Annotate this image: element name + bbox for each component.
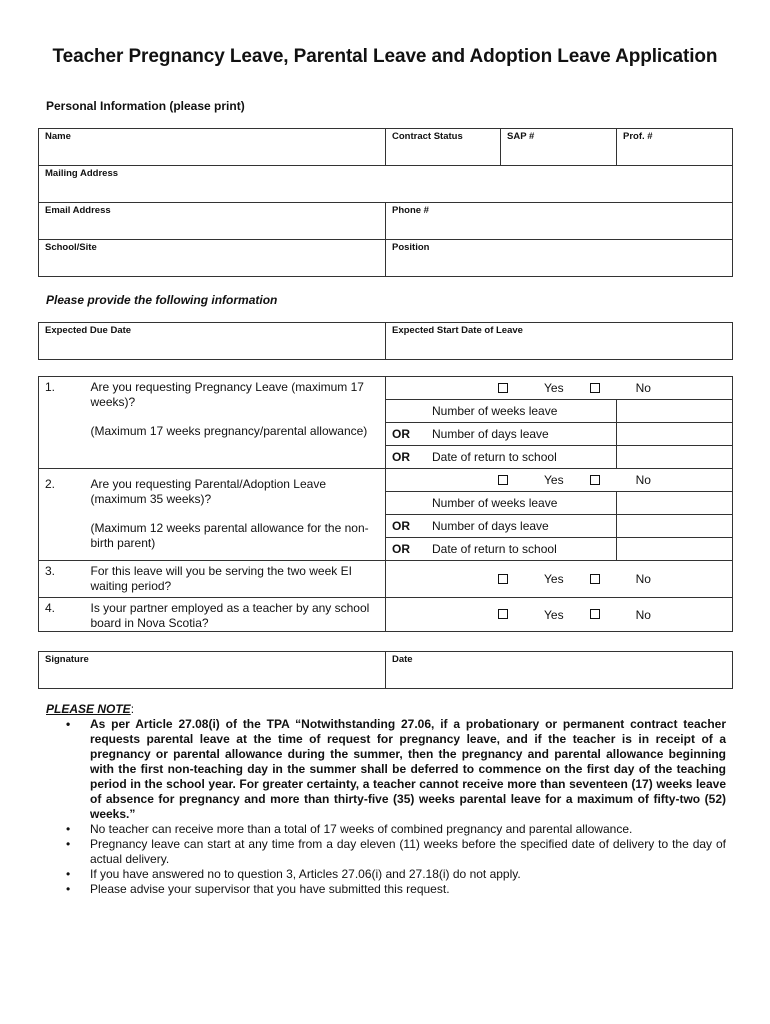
yes-label: Yes (544, 473, 564, 487)
yes-label: Yes (544, 381, 564, 395)
note-item: • As per Article 27.08(i) of the TPA “Notwithstanding 27.06, if a probationary or permanent contract teacher requests parental leave at the time of request for pregnancy leave, and if the teacher is in receipt of a pregnancy or parental allowance during the summer, then the pregnancy and parental allowance beginning with the first non-teaching day in the summer shall be deferred to commence on the first day of the teaching period in the school year. For greater certainty, a teacher cannot receive more than seventeen (17) weeks leave of absence for pregnancy and more than thirty-five (35) weeks parental leave for a maximum of fifty-two (52) weeks.” (46, 717, 726, 822)
weeks-leave-label: Number of weeks leave (432, 400, 616, 423)
question-4-yes-no (386, 604, 732, 626)
questions-table (38, 376, 733, 632)
question-3-row (39, 561, 733, 598)
question-4-yes-checkbox[interactable] (498, 609, 508, 619)
personal-info-table (38, 128, 733, 277)
question-3-yes-checkbox[interactable] (498, 574, 508, 584)
sap-field[interactable] (501, 129, 617, 166)
info-heading: Please provide the following information (46, 293, 278, 307)
or-label: OR (392, 542, 410, 556)
expected-start-date-field[interactable] (386, 323, 733, 360)
question-1-return-input[interactable] (616, 446, 733, 469)
contract-status-field[interactable] (386, 129, 501, 166)
or-label: OR (392, 450, 410, 464)
question-1-note: (Maximum 17 weeks pregnancy/parental allowance) (90, 424, 368, 438)
return-date-label: Date of return to school (432, 450, 557, 464)
position-label: Position (392, 242, 430, 253)
or-label: OR (386, 515, 432, 538)
question-1-text: Are you requesting Pregnancy Leave (maximum 17 weeks)? (90, 380, 364, 409)
question-4-number: 4. (39, 598, 91, 632)
question-4-text: Is your partner employed as a teacher by any school board in Nova Scotia? (91, 598, 386, 632)
question-2-weeks-input[interactable] (616, 492, 733, 515)
question-2-row (39, 469, 733, 561)
question-3-text: For this leave will you be serving the two week EI waiting period? (91, 561, 386, 598)
notes-list (46, 717, 726, 897)
position-field[interactable] (386, 240, 733, 277)
school-site-label: School/Site (45, 242, 97, 253)
question-4-answers (386, 598, 733, 632)
question-3-no-checkbox[interactable] (590, 574, 600, 584)
question-1-answers (386, 377, 733, 469)
school-site-field[interactable] (39, 240, 386, 277)
question-1-text-cell (91, 377, 386, 469)
weeks-leave-label: Number of weeks leave (432, 492, 616, 515)
personal-info-heading: Personal Information (please print) (46, 99, 245, 113)
note-item: • No teacher can receive more than a total of 17 weeks of combined pregnancy and parental allowance. (46, 822, 726, 837)
or-label: OR (386, 423, 432, 446)
expected-start-date-label: Expected Start Date of Leave (392, 325, 523, 336)
page-title: Teacher Pregnancy Leave, Parental Leave and Adoption Leave Application (52, 46, 718, 67)
expected-due-date-field[interactable] (39, 323, 386, 360)
question-2-text: Are you requesting Parental/Adoption Leave (maximum 35 weeks)? (90, 477, 326, 506)
days-leave-label: Number of days leave (432, 515, 616, 538)
question-2-yes-no (386, 469, 733, 492)
signature-label: Signature (45, 654, 89, 665)
question-1-yes-no (386, 377, 733, 400)
please-note-colon: : (130, 702, 135, 716)
no-label: No (635, 572, 651, 586)
question-1-days-input[interactable] (616, 423, 733, 446)
note-item: • If you have answered no to question 3, Articles 27.06(i) and 27.18(i) do not apply. (46, 867, 726, 882)
question-2-note: (Maximum 12 weeks parental allowance for the non-birth parent) (90, 521, 369, 550)
prof-label: Prof. # (623, 131, 653, 142)
mailing-address-field[interactable] (39, 166, 733, 203)
sap-label: SAP # (507, 131, 535, 142)
question-1-weeks-input[interactable] (616, 400, 733, 423)
question-1-row (39, 377, 733, 469)
phone-label: Phone # (392, 205, 429, 216)
yes-label: Yes (544, 607, 564, 622)
return-date-label: Date of return to school (432, 542, 557, 556)
question-1-no-checkbox[interactable] (590, 383, 600, 393)
question-3-yes-no (386, 568, 732, 590)
question-2-text-cell (91, 469, 386, 561)
mailing-address-label: Mailing Address (45, 168, 119, 179)
question-1-number: 1. (39, 377, 91, 469)
please-note-heading: PLEASE NOTE (46, 702, 131, 716)
dates-table (38, 322, 733, 360)
question-2-answers (386, 469, 733, 561)
name-field[interactable] (39, 129, 386, 166)
date-label: Date (392, 654, 413, 665)
question-2-number: 2. (39, 469, 91, 561)
note-item: • Please advise your supervisor that you have submitted this request. (46, 882, 726, 897)
days-leave-label: Number of days leave (432, 423, 616, 446)
email-address-field[interactable] (39, 203, 386, 240)
no-label: No (635, 381, 651, 395)
no-label: No (635, 473, 651, 487)
yes-label: Yes (544, 572, 564, 586)
question-2-return-input[interactable] (616, 538, 733, 561)
phone-field[interactable] (386, 203, 733, 240)
question-3-number: 3. (39, 561, 91, 598)
signature-field[interactable] (39, 652, 386, 689)
prof-field[interactable] (617, 129, 733, 166)
signature-table (38, 651, 733, 689)
question-2-days-input[interactable] (616, 515, 733, 538)
question-2-yes-checkbox[interactable] (498, 475, 508, 485)
question-4-no-checkbox[interactable] (590, 609, 600, 619)
question-3-answers (386, 561, 733, 598)
name-label: Name (45, 131, 71, 142)
contract-status-label: Contract Status (392, 131, 463, 142)
note-item: • Pregnancy leave can start at any time from a day eleven (11) weeks before the specified date of delivery to the day of actual delivery. (46, 837, 726, 867)
email-address-label: Email Address (45, 205, 111, 216)
question-2-no-checkbox[interactable] (590, 475, 600, 485)
please-note-section (46, 702, 726, 897)
question-1-yes-checkbox[interactable] (498, 383, 508, 393)
date-field[interactable] (386, 652, 733, 689)
no-label: No (635, 607, 651, 622)
expected-due-date-label: Expected Due Date (45, 325, 132, 336)
question-4-row (39, 598, 733, 632)
